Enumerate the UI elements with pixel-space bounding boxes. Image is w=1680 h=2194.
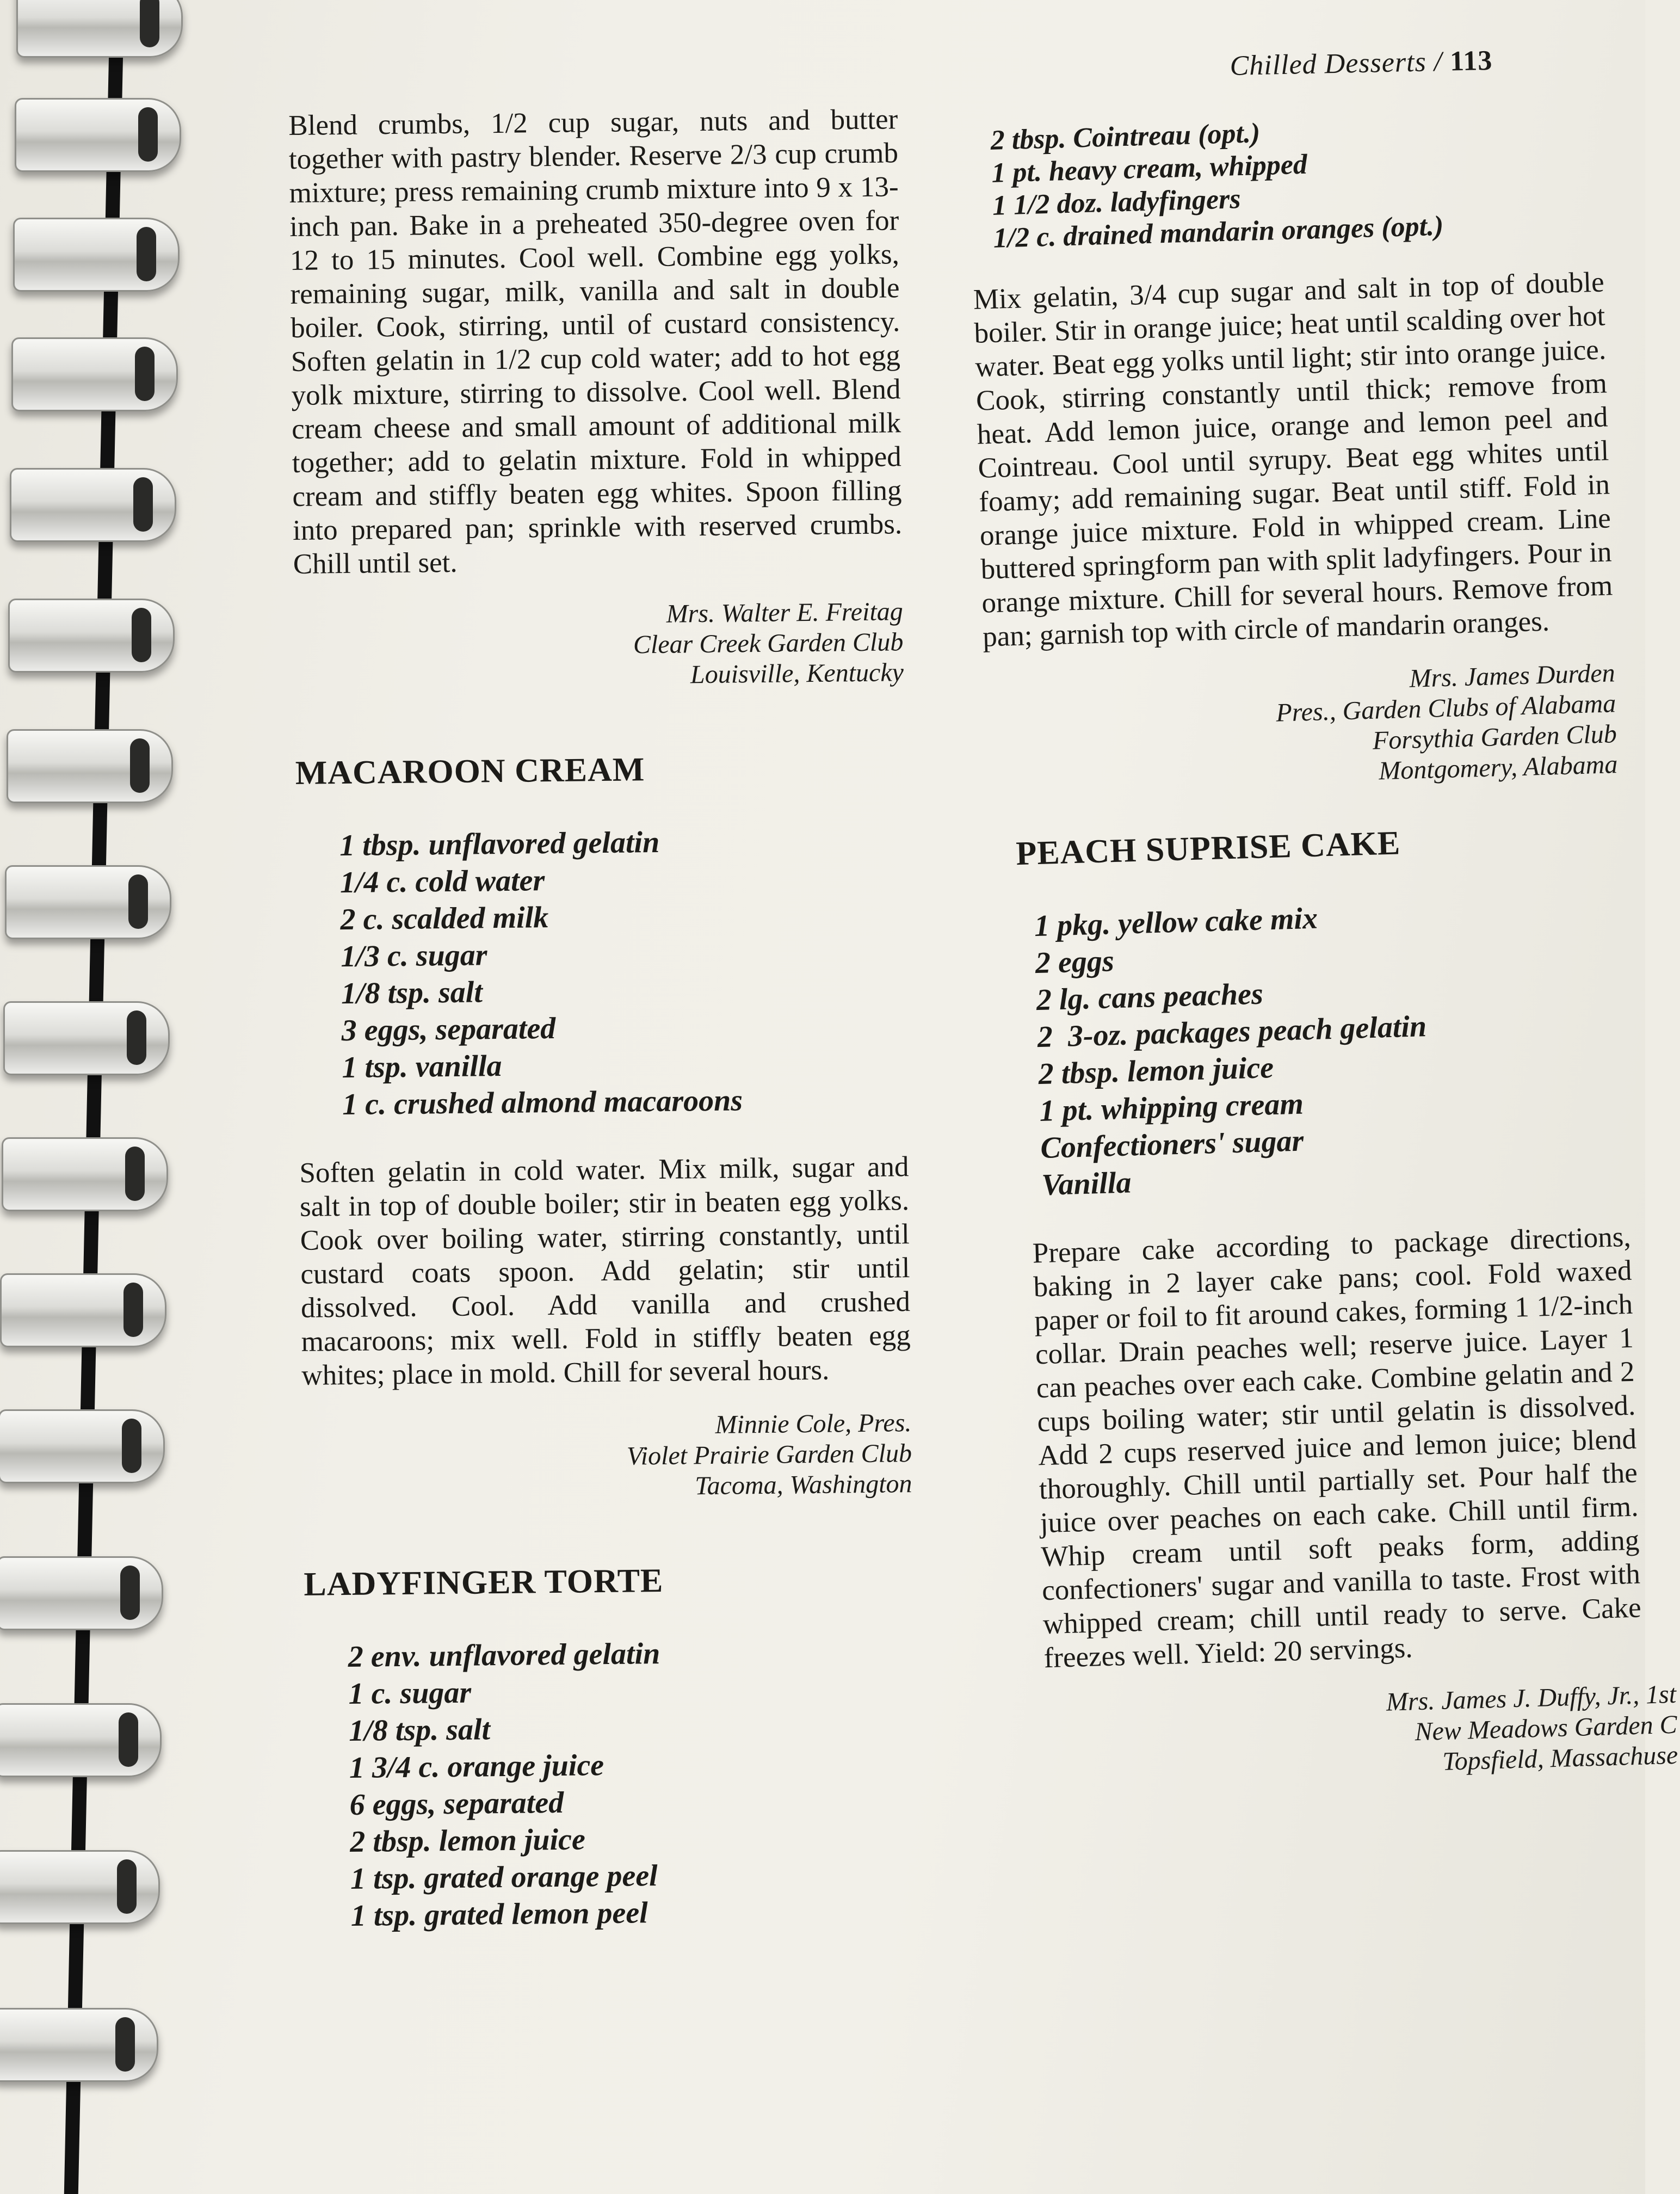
- credit-line: Topsfield, Massachuse: [1442, 1740, 1678, 1776]
- ingredient: 2 3-oz. packages peach gelatin: [1036, 1009, 1427, 1055]
- spiral-ring: [15, 98, 181, 172]
- credit-line: Violet Prairie Garden Club: [626, 1439, 912, 1471]
- ingredient: 2 tbsp. lemon juice: [350, 1822, 586, 1859]
- ingredient: 2 tbsp. lemon juice: [1037, 1051, 1274, 1092]
- ingredient: 2 eggs: [1035, 944, 1115, 981]
- ingredient: 1 tsp. grated orange peel: [350, 1859, 658, 1896]
- credit-freitag: [294, 596, 904, 694]
- spiral-ring: [0, 2008, 158, 2082]
- ingredient: Confectioners' sugar: [1040, 1124, 1305, 1166]
- recipe-title-peach: PEACH SUPRISE CAKE: [1015, 824, 1401, 873]
- continued-directions: Blend crumbs, 1/2 cup sugar, nuts and butter together with pastry blender. Reserve 2/3 cup crumb mixture; press remaining crumb mixture into 9 x 13-inch pan. Bake in a preheated 350-degree oven for 12 to 15 minutes. Cool well. Combine egg yolks, remaining sugar, milk, vanilla and salt in double boiler. Cook, stirring, until of custard consistency. Soften gelatin in 1/2 cup cold water; add to hot egg yolk mixture, stirring to dissolve. Cool well. Blend cream cheese and small amount of additional milk together; add to gelatin mixture. Fold in whipped cream and stiffly beaten egg whites. Spoon filling into prepared pan; sprinkle with reserved crumbs. Chill until set.: [288, 103, 903, 580]
- spiral-ring: [3, 1001, 170, 1075]
- credit-line: Mrs. James Durden: [1409, 658, 1616, 693]
- left-column: [288, 102, 917, 1968]
- ingredient-list-peach: [1034, 891, 1629, 1204]
- credit-line: Montgomery, Alabama: [1378, 750, 1619, 786]
- ingredient: 2 env. unflavored gelatin: [348, 1637, 660, 1674]
- spiral-ring: [7, 729, 173, 803]
- ingredient: 1/2 c. drained mandarin oranges (opt.): [993, 210, 1444, 254]
- spiral-ring: [2, 1137, 168, 1211]
- spiral-ring: [10, 468, 176, 542]
- spiral-ring: [0, 1273, 166, 1347]
- directions-peach: Prepare cake according to package directions, baking in 2 layer cake pans; cool. Fold waxed paper or foil to fit around cakes, forming 1 1/2-inch collar. Drain peaches well; reserve juice. Layer 1 can peaches over each cake. Combine gelatin and 2 cups boiling water; stir until gelatin is dissolved. Add 2 cups reserved juice and lemon juice; blend thoroughly. Chill until partially set. Pour half the juice over peaches on each cake. Chill until firm. Whip cream until soft peaks form, adding confectioners' sugar and vanilla to taste. Frost with whipped cream; chill until ready to serve. Cake freezes well. Yield: 20 servings.: [1032, 1221, 1642, 1674]
- right-column: [968, 108, 1678, 1849]
- ingredient: 2 c. scalded milk: [340, 901, 549, 937]
- ingredient: 1 3/4 c. orange juice: [349, 1748, 604, 1785]
- spiral-ring: [0, 1556, 163, 1630]
- ingredient: 2 tbsp. Cointreau (opt.): [990, 118, 1261, 156]
- ingredient: 1 c. sugar: [348, 1675, 472, 1711]
- directions-ladyfinger: Mix gelatin, 3/4 cup sugar and salt in top of double boiler. Stir in orange juice; heat until scalding over hot water. Beat egg yolks until light; stir into orange juice. Cook, stirring constantly until thick; remove from heat. Add lemon juice, orange and lemon peel and Cointreau. Cool until syrupy. Beat egg whites until foamy; add remaining sugar. Beat until stiff. Fold in orange juice mixture. Fold in whipped cream. Line buttered springform pan with split ladyfingers. Pour in orange mixture. Chill for several hours. Remove from pan; garnish top with circle of mandarin oranges.: [973, 266, 1613, 653]
- recipe-title-ladyfinger: LADYFINGER TORTE: [304, 1562, 664, 1603]
- credit-line: Tacoma, Washington: [695, 1469, 912, 1501]
- ingredient: 6 eggs, separated: [349, 1785, 564, 1822]
- ingredient: 1 tbsp. unflavored gelatin: [339, 825, 660, 863]
- spiral-ring: [8, 599, 175, 673]
- section-title: Chilled Desserts: [1230, 46, 1427, 82]
- ingredient: 1 pt. whipping cream: [1039, 1087, 1304, 1129]
- page-header: [1230, 44, 1535, 82]
- ingredient: 1 pt. heavy cream, whipped: [991, 149, 1308, 189]
- ingredient: 2 lg. cans peaches: [1036, 977, 1264, 1018]
- ingredient: 1/4 c. cold water: [339, 864, 545, 900]
- spiral-ring: [0, 1703, 162, 1777]
- credit-line: Mrs. James J. Duffy, Jr., 1st: [1386, 1679, 1677, 1717]
- ingredient: 1 tsp. vanilla: [342, 1049, 502, 1085]
- spiral-ring: [0, 1850, 160, 1924]
- recipe-title-macaroon: MACAROON CREAM: [295, 751, 645, 792]
- spiral-ring: [5, 865, 171, 939]
- ingredient: 1 1/2 doz. ladyfingers: [992, 183, 1242, 221]
- spiral-ring: [11, 337, 178, 411]
- credit-line: Louisville, Kentucky: [690, 658, 904, 689]
- directions-macaroon: Soften gelatin in cold water. Mix milk, sugar and salt in top of double boiler; stir in beaten egg yolks. Cook over boiling water, stirring constantly, until custard coats spoon. Add gelatin; stir until dissolved. Cool. Add vanilla and crushed macaroons; mix well. Fold in stiffly beaten egg whites; place in mold. Chill for several hours.: [299, 1151, 911, 1391]
- credit-line: Forsythia Garden Club: [1372, 719, 1617, 755]
- spiral-ring: [0, 1409, 165, 1483]
- ingredient: 3 eggs, separated: [341, 1011, 556, 1048]
- ingredient-list-ladyfinger: [348, 1632, 917, 1934]
- ingredient: Vanilla: [1041, 1166, 1132, 1202]
- ingredient: 1/3 c. sugar: [340, 938, 487, 974]
- ingredient-list-ladyfinger-cont: [990, 108, 1603, 255]
- credit-duffy: [1012, 1679, 1678, 1789]
- credit-line: New Meadows Garden C: [1414, 1710, 1678, 1747]
- credit-cole: [302, 1408, 912, 1506]
- ingredient: 1 tsp. grated lemon peel: [350, 1896, 648, 1933]
- page-number: 113: [1449, 45, 1493, 77]
- ingredient: 1 c. crushed almond macaroons: [342, 1083, 743, 1122]
- spiral-ring: [16, 0, 183, 58]
- credit-durden: [984, 658, 1618, 797]
- ingredient: 1 pkg. yellow cake mix: [1034, 901, 1318, 944]
- ingredient: 1/8 tsp. salt: [348, 1712, 491, 1748]
- credit-line: Clear Creek Garden Club: [633, 627, 904, 660]
- credit-line: Pres., Garden Clubs of Alabama: [1275, 689, 1616, 728]
- credit-line: Mrs. Walter E. Freitag: [666, 597, 904, 628]
- ingredient: 1/8 tsp. salt: [341, 975, 483, 1011]
- header-separator: /: [1426, 46, 1450, 78]
- spiral-ring: [13, 218, 180, 292]
- ingredient-list-macaroon: [339, 821, 909, 1123]
- credit-line: Minnie Cole, Pres.: [715, 1408, 912, 1439]
